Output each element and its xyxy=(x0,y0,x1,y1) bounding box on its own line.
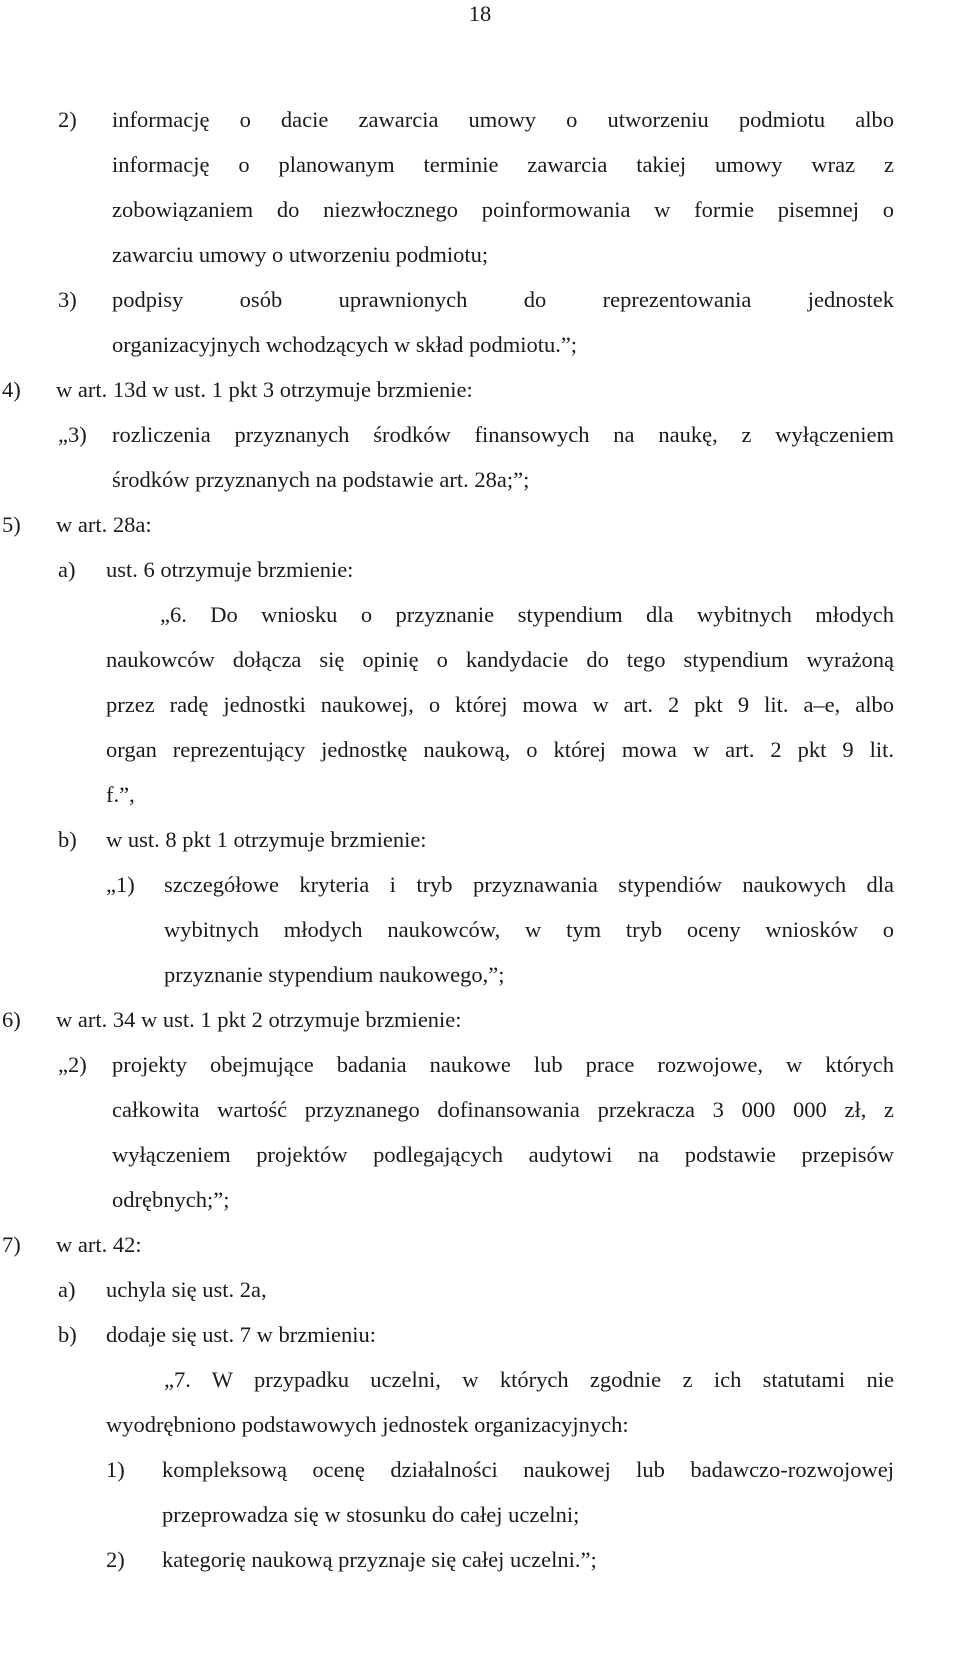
item-number: 6) xyxy=(2,1007,21,1032)
item-number: „2) xyxy=(58,1052,87,1077)
text-line: ust. 6 otrzymuje brzmienie: xyxy=(106,557,354,582)
text-line: informację o planowanym terminie zawarcia takiej umowy wraz z xyxy=(112,152,894,177)
text-line: uchyla się ust. 2a, xyxy=(106,1277,267,1302)
text-line: przyznanie stypendium naukowego,”; xyxy=(164,962,505,987)
text-line: zawarciu umowy o utworzeniu podmiotu; xyxy=(112,242,489,267)
text-line: dodaje się ust. 7 w brzmieniu: xyxy=(106,1322,376,1347)
text-line: projekty obejmujące badania naukowe lub prace rozwojowe, w których xyxy=(112,1052,894,1077)
text-line: całkowita wartość przyznanego dofinansowania przekracza 3 000 000 zł, z xyxy=(112,1097,894,1122)
text-line: „6. Do wniosku o przyznanie stypendium dla wybitnych młodych xyxy=(160,602,894,627)
text-line: rozliczenia przyznanych środków finansowych na naukę, z wyłączeniem xyxy=(112,422,894,447)
text-line: w art. 34 w ust. 1 pkt 2 otrzymuje brzmienie: xyxy=(56,1007,462,1032)
text-line: podpisy osób uprawnionych do reprezentowania jednostek xyxy=(112,287,894,312)
text-line: wyodrębniono podstawowych jednostek organizacyjnych: xyxy=(106,1412,629,1437)
text-line: kompleksową ocenę działalności naukowej lub badawczo-rozwojowej xyxy=(162,1457,894,1482)
text-line: organizacyjnych wchodzących w skład podmiotu.”; xyxy=(112,332,578,357)
text-line: w ust. 8 pkt 1 otrzymuje brzmienie: xyxy=(106,827,427,852)
text-line: odrębnych;”; xyxy=(112,1187,230,1212)
text-line: w art. 42: xyxy=(56,1232,142,1257)
item-letter: a) xyxy=(58,557,76,582)
item-number: „3) xyxy=(58,422,87,447)
text-line: wybitnych młodych naukowców, w tym tryb oceny wniosków o xyxy=(164,917,894,942)
text-line: środków przyznanych na podstawie art. 28a;”; xyxy=(112,467,530,492)
text-line: kategorię naukową przyznaje się całej uczelni.”; xyxy=(162,1547,597,1572)
text-line: f.”, xyxy=(106,782,135,807)
text-line: w art. 13d w ust. 1 pkt 3 otrzymuje brzmienie: xyxy=(56,377,473,402)
text-line: „7. W przypadku uczelni, w których zgodnie z ich statutami nie xyxy=(164,1367,894,1392)
item-number: 2) xyxy=(106,1547,125,1572)
item-number: 3) xyxy=(58,287,77,312)
item-number: 7) xyxy=(2,1232,21,1257)
text-line: zobowiązaniem do niezwłocznego poinformowania w formie pisemnej o xyxy=(112,197,894,222)
item-number: „1) xyxy=(106,872,135,897)
text-line: informację o dacie zawarcia umowy o utworzeniu podmiotu albo xyxy=(112,107,894,132)
text-line: organ reprezentujący jednostkę naukową, o której mowa w art. 2 pkt 9 lit. xyxy=(106,737,894,762)
text-line: wyłączeniem projektów podlegających audytowi na podstawie przepisów xyxy=(112,1142,894,1167)
text-line: przez radę jednostki naukowej, o której mowa w art. 2 pkt 9 lit. a–e, albo xyxy=(106,692,894,717)
item-number: 4) xyxy=(2,377,21,402)
item-letter: b) xyxy=(58,827,77,852)
text-line: naukowców dołącza się opinię o kandydacie do tego stypendium wyrażoną xyxy=(106,647,894,672)
item-letter: a) xyxy=(58,1277,76,1302)
text-line: przeprowadza się w stosunku do całej uczelni; xyxy=(162,1502,580,1527)
page-number: 18 xyxy=(468,1,492,26)
item-number: 2) xyxy=(58,107,77,132)
text-line: szczegółowe kryteria i tryb przyznawania stypendiów naukowych dla xyxy=(164,872,894,897)
item-letter: b) xyxy=(58,1322,77,1347)
text-line: w art. 28a: xyxy=(56,512,152,537)
item-number: 5) xyxy=(2,512,21,537)
item-number: 1) xyxy=(106,1457,125,1482)
